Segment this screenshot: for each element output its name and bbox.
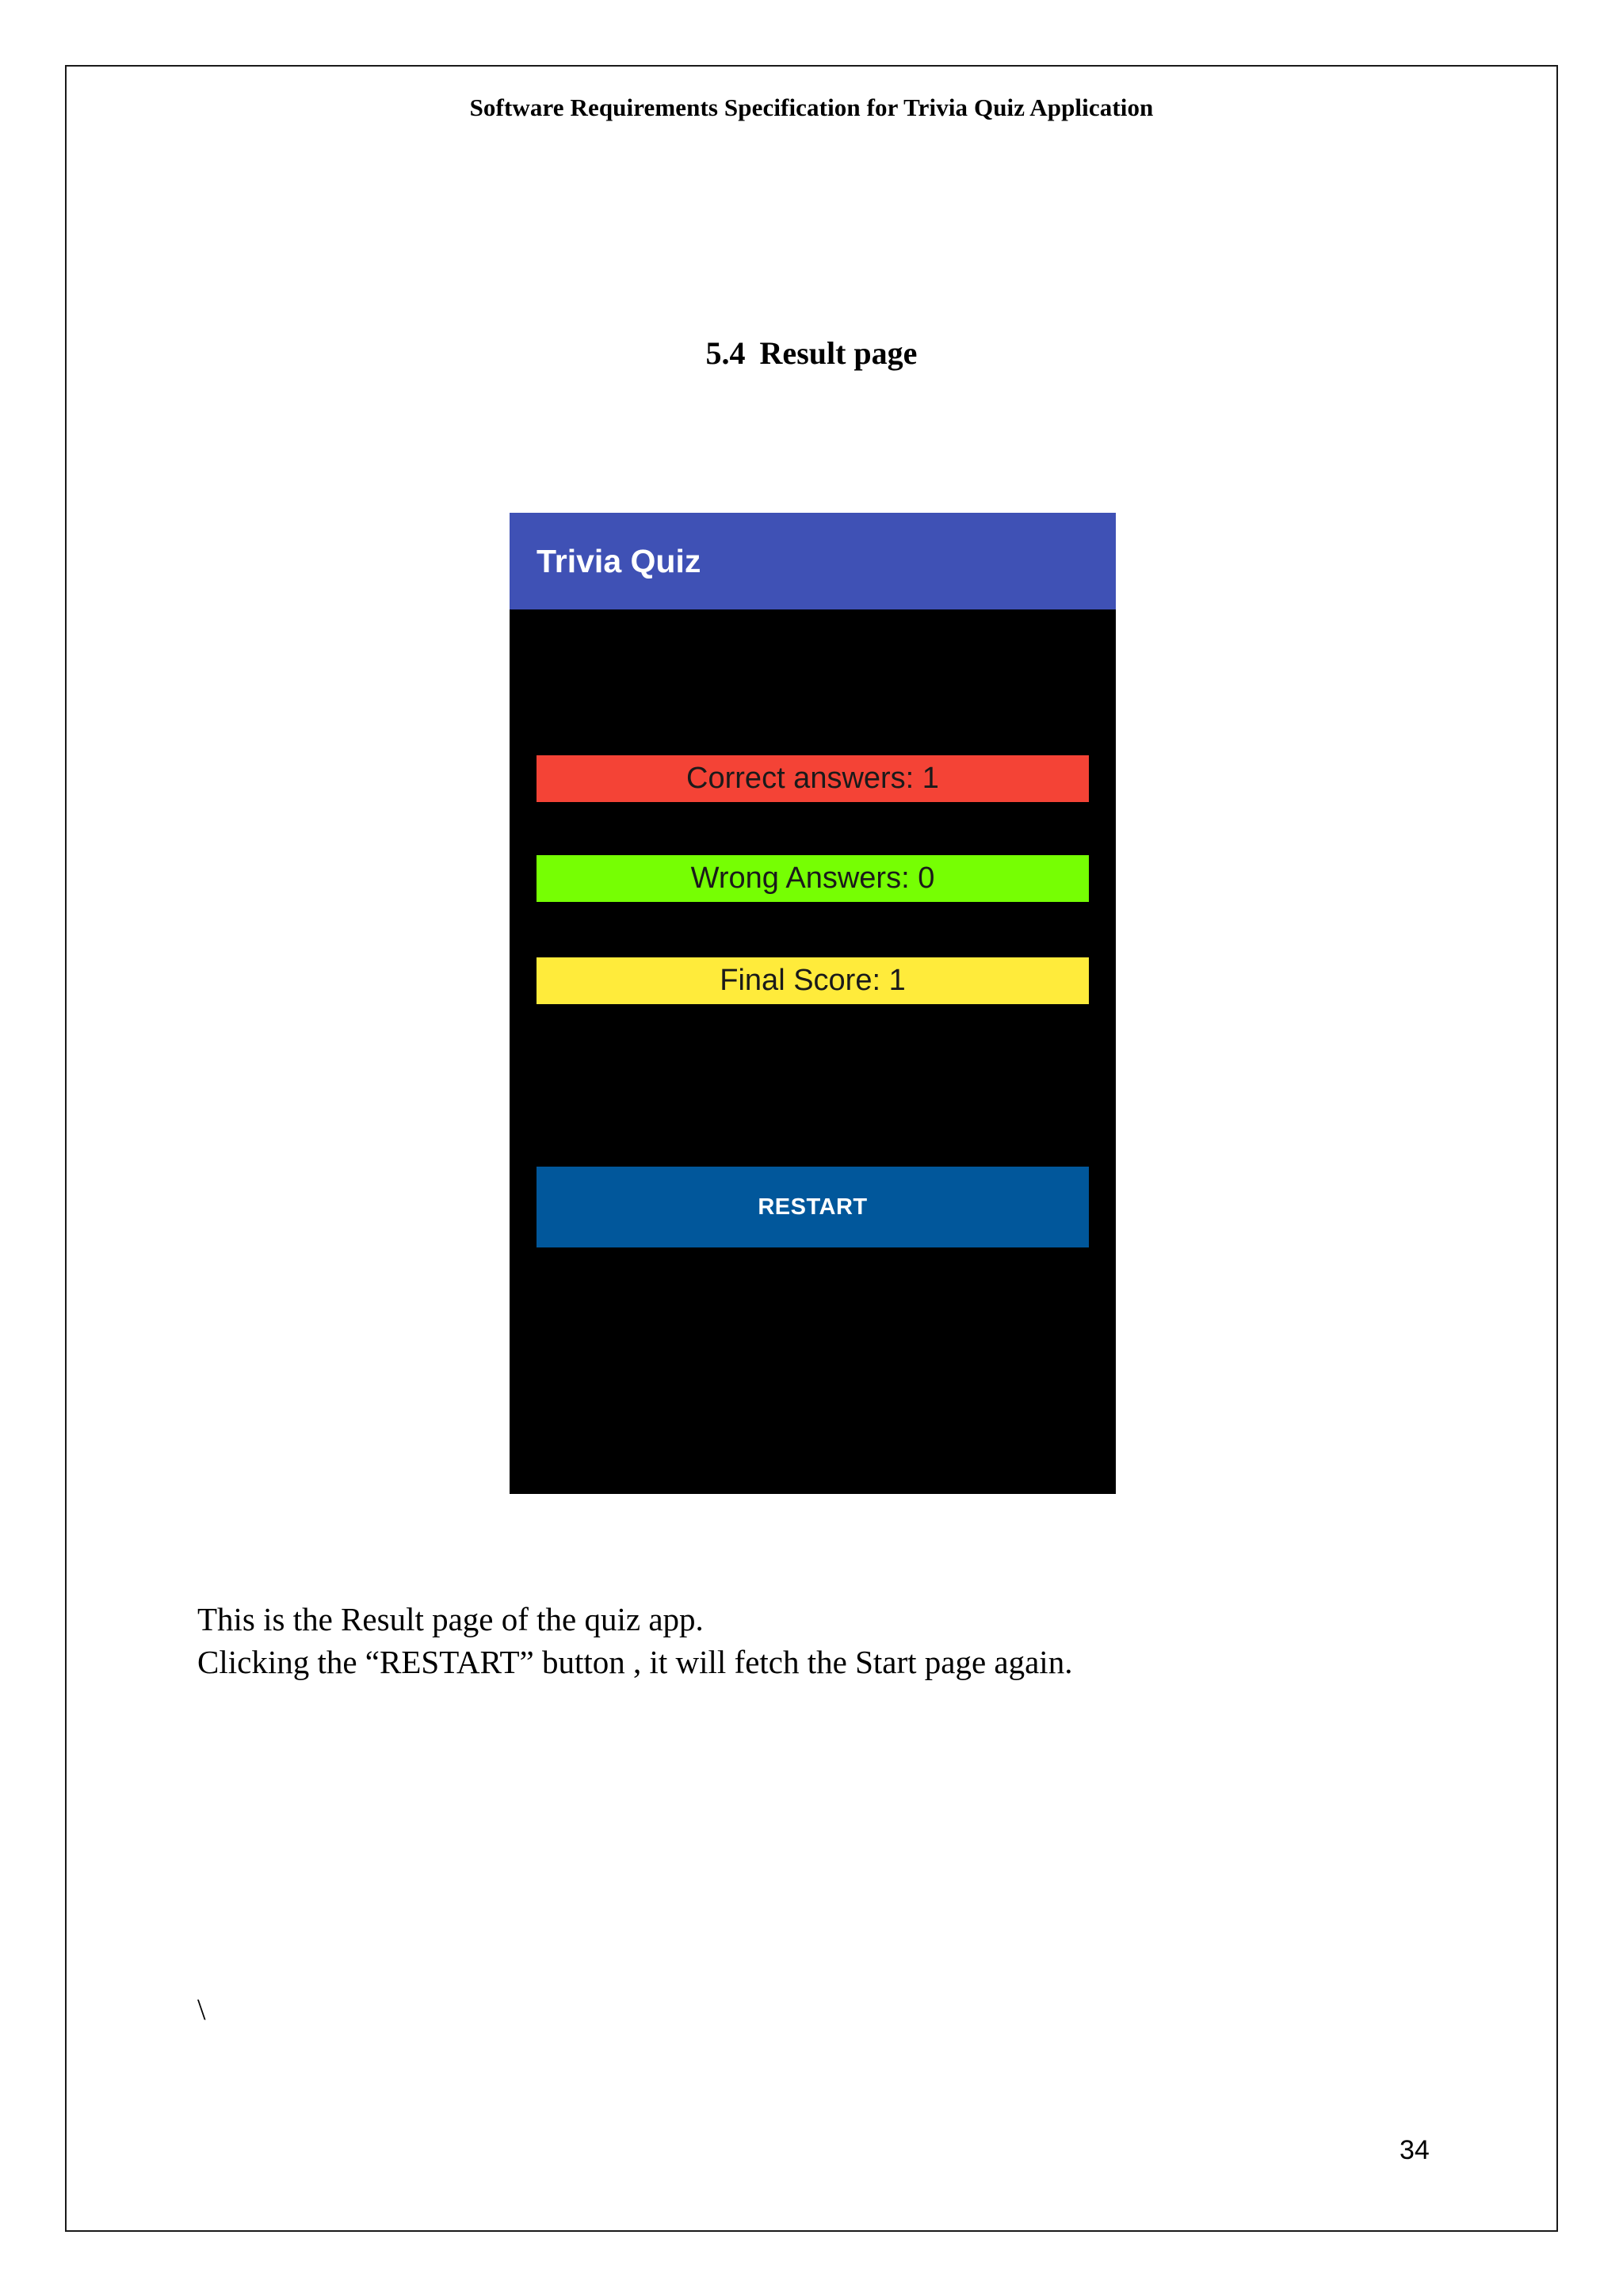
section-number: 5.4 (705, 335, 746, 371)
description-text (197, 1598, 1072, 1683)
final-score-bar: Final Score: 1 (537, 957, 1089, 1004)
running-header: Software Requirements Specification for Trivia Quiz Application (469, 94, 1154, 121)
description-line-1: This is the Result page of the quiz app. (197, 1601, 704, 1637)
app-title: Trivia Quiz (537, 543, 701, 579)
page-number: 34 (1400, 2135, 1430, 2165)
app-screenshot (510, 513, 1116, 1494)
restart-button[interactable]: RESTART (537, 1167, 1089, 1247)
wrong-answers-bar: Wrong Answers: 0 (537, 855, 1089, 902)
correct-answers-bar: Correct answers: 1 (537, 755, 1089, 802)
stray-backslash: \ (197, 1993, 206, 2027)
description-line-2: Clicking the “RESTART” button , it will fetch the Start page again. (197, 1644, 1073, 1680)
app-bar (510, 513, 1116, 609)
section-title: Result page (759, 335, 918, 371)
section-heading (0, 334, 1623, 372)
